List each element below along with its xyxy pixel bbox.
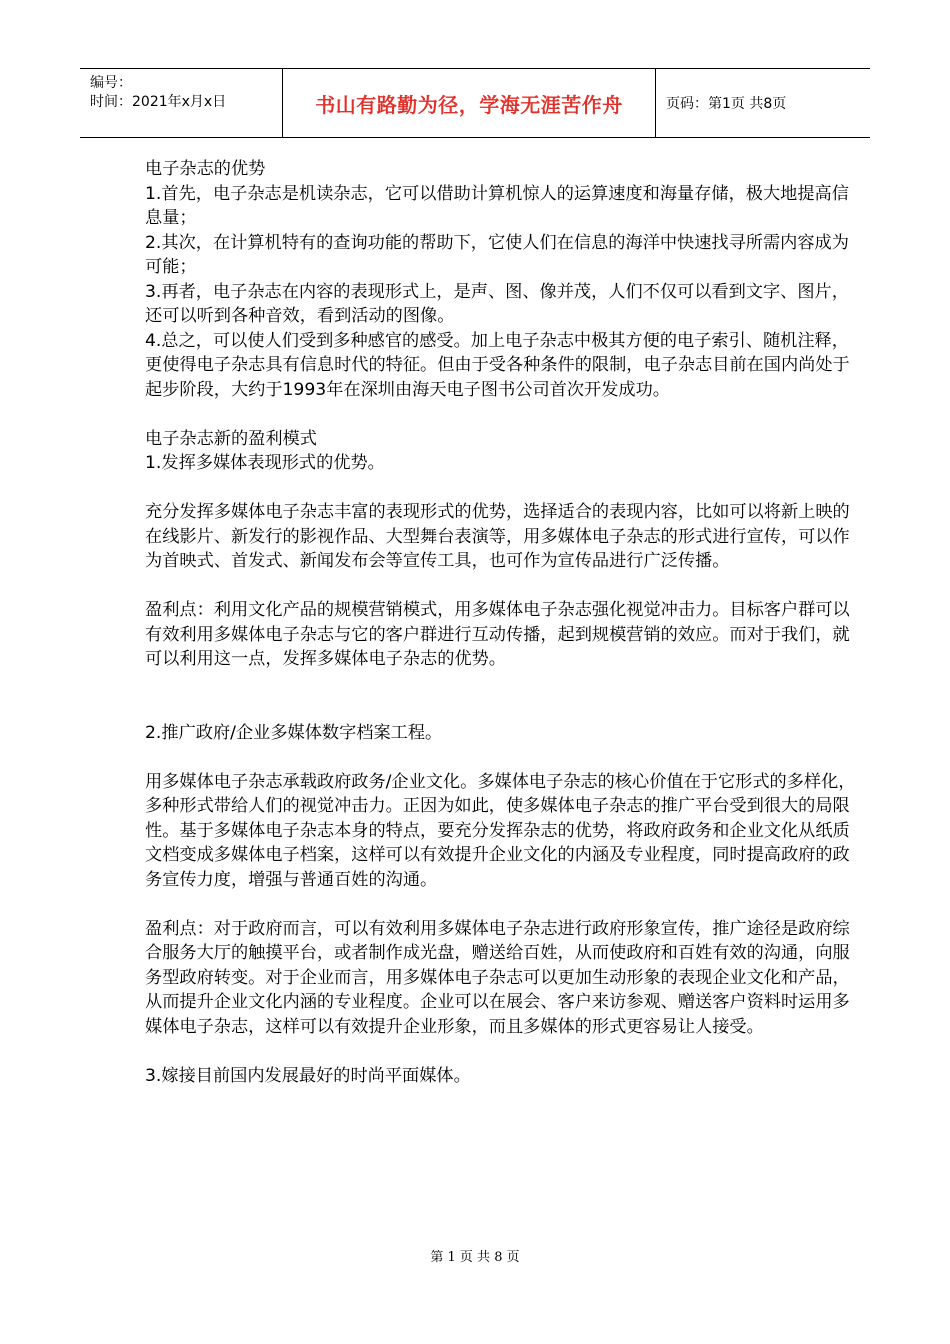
page-info: 页码：第1页 共8页 <box>666 96 787 112</box>
motto-text: 书山有路勤为径，学海无涯苦作舟 <box>315 92 623 117</box>
page-header <box>80 68 870 138</box>
paragraph: 4.总之，可以使人们受到多种感官的感受。加上电子杂志中极其方便的电子索引、随机注释，更使得电子杂志具有信息时代的特征。但由于受各种条件的限制，电子杂志目前在国内尚处于起步阶段，大约于1993年在深圳由海天电子图书公司首次开发成功。 <box>145 330 850 400</box>
page-footer: 第 1 页 共 8 页 <box>430 1250 520 1265</box>
section-heading: 电子杂志新的盈利模式 <box>145 428 317 449</box>
paragraph: 盈利点：对于政府而言，可以有效利用多媒体电子杂志进行政府形象宣传，推广途径是政府综合服务大厅的触摸平台，或者制作成光盘，赠送给百姓，从而使政府和百姓有效的沟通，向服务型政府转变。对于企业而言，用多媒体电子杂志可以更加生动形象的表现企业文化和产品，从而提升企业文化内涵的专业程度。企业可以在展会、客户来访参观、赠送客户资料时运用多媒体电子杂志，这样可以有效提升企业形象，而且多媒体的形式更容易让人接受。 <box>145 918 850 1037</box>
time-label: 时间：2021年x月x日 <box>90 94 227 110</box>
section-heading: 电子杂志的优势 <box>145 159 266 179</box>
paragraph: 1.发挥多媒体表现形式的优势。 <box>145 453 385 473</box>
paragraph: 2.其次，在计算机特有的查询功能的帮助下，它使人们在信息的海洋中快速找寻所需内容成为可能； <box>145 232 849 277</box>
paragraph: 盈利点：利用文化产品的规模营销模式，用多媒体电子杂志强化视觉冲击力。目标客户群可以有效利用多媒体电子杂志与它的客户群进行互动传播，起到规模营销的效应。而对于我们，就可以利用这一点，发挥多媒体电子杂志的优势。 <box>145 600 850 669</box>
number-label: 编号： <box>90 75 132 91</box>
paragraph: 充分发挥多媒体电子杂志丰富的表现形式的优势，选择适合的表现内容，比如可以将新上映的在线影片、新发行的影视作品、大型舞台表演等，用多媒体电子杂志的形式进行宣传，可以作为首映式、首发式、新闻发布会等宣传工具，也可作为宣传品进行广泛传播。 <box>145 502 850 571</box>
paragraph: 3.嫁接目前国内发展最好的时尚平面媒体。 <box>145 1065 471 1086</box>
header-page-cell <box>656 69 870 137</box>
paragraph: 用多媒体电子杂志承载政府政务/企业文化。多媒体电子杂志的核心价值在于它形式的多样化，多种形式带给人们的视觉冲击力。正因为如此，使多媒体电子杂志的推广平台受到很大的局限性。基于多媒体电子杂志本身的特点，要充分发挥杂志的优势，将政府政务和企业文化从纸质文档变成多媒体电子档案，这样可以有效提升企业文化的内涵及专业程度，同时提高政府的政务宣传力度，增强与普通百姓的沟通。 <box>145 771 856 890</box>
header-motto-cell <box>283 69 656 137</box>
paragraph: 3.再者，电子杂志在内容的表现形式上，是声、图、像并茂，人们不仅可以看到文字、图片，还可以听到各种音效，看到活动的图像。 <box>145 281 849 326</box>
document-body <box>145 157 865 1088</box>
paragraph: 1.首先，电子杂志是机读杂志，它可以借助计算机惊人的运算速度和海量存储，极大地提高信息量； <box>145 183 849 228</box>
header-meta <box>80 69 283 137</box>
paragraph: 2.推广政府/企业多媒体数字档案工程。 <box>145 722 443 743</box>
